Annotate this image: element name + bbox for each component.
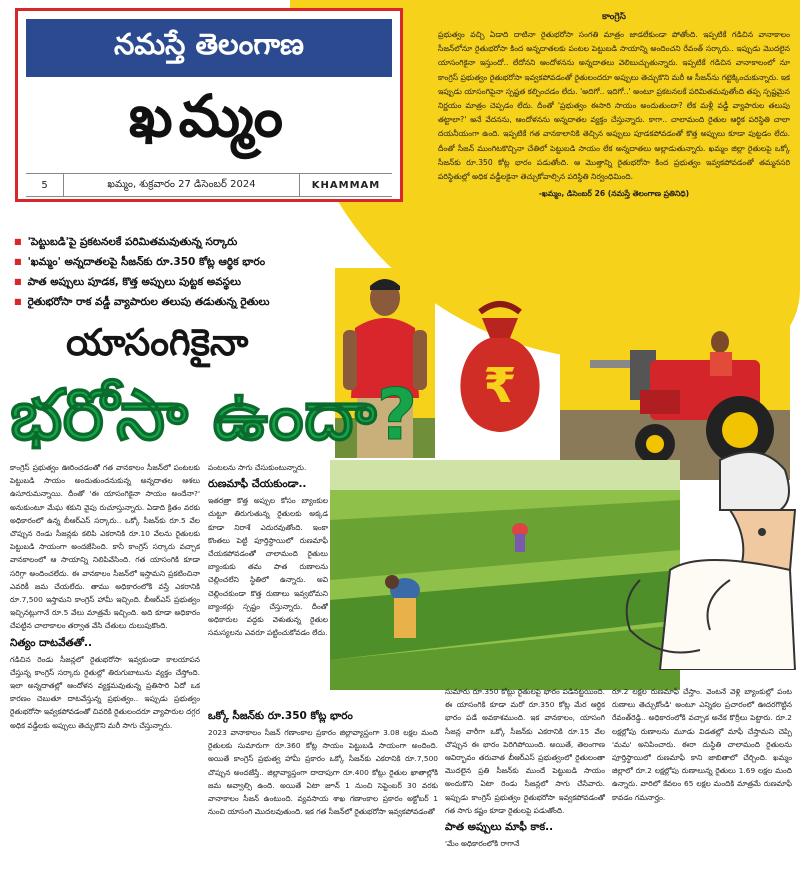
article-paragraph: 'మేం అధికారంలోకి రాగానే <box>445 839 520 849</box>
article-subhead: ఒక్కో సీజన్‌కు రూ.350 కోట్ల భారం <box>208 710 353 722</box>
article-column-2 <box>208 461 328 691</box>
highlight-item: ■ 'ఖమ్మం' అన్నదాతలపై సీజన్‌కు రూ.350 కోట్ల ఆర్థిక భారం <box>14 252 344 272</box>
article-paragraph: కాంగ్రెస్ ప్రభుత్వం ఊరించడంతో గత వానకాలం సీజన్‌లో పంటలకు పెట్టుబడి సాయం అందుతుందనుకున్న అన్నదాతల ఆశలు ఉసూరుమన్నాయి. దీంతో 'ఈ యాసంగికైనా సాయం అందేనా?' అనుకుంటూ మేఘ శకుని వైపు రుచూస్తున్నారు. ఏడాది క్రితం వరకు అధికారంలో ఉన్న బీఆర్‌ఎస్ సర్కారు.. ఒక్కో సీజన్‌కు రూ.5 వేల చొప్పున రెండు సీజన్లకు కలిపి ఎకరానికి రూ.10 వేలను రైతులకు పెట్టుబడి సాయంగా అందజేసింది. కానీ కాంగ్రెస్ సర్కారు వచ్చాక వానకాలంలో ఆ సాయాన్ని నిలిపివేసింది. గత యాసంగికి కూడా సరిగ్గా అందించలేదు. ఈ వానకాలం సీజన్‌లో ఇస్తామని ప్రకటించినా ఎవరికీ జమ చేయలేదు. తాము అధికారంలోకి వస్తే ఎకరానికి రూ.7,500 ఇస్తామని కాంగ్రెస్ హామీ ఇచ్చింది. బీఆర్‌ఎస్ ప్రభుత్వం ఇచ్చినట్లుగానే రూ.5 వేలు మాత్రమే ఇచ్చింది. అది కూడా అధికారం చేపట్టిన చాలాకాలం తర్వాత వేసి చేతులు దులుపుకొంది. <box>10 463 200 631</box>
article-column-4 <box>445 685 605 869</box>
highlight-item: ■ పాత అప్పులు పూడక, కొత్త అప్పులు పుట్టక అవస్థలు <box>14 272 344 292</box>
dateline-bar <box>26 173 392 197</box>
highlight-item: ■ 'పెట్టుబడి'పై ప్రకటనలకే పరిమితమవుతున్న సర్కారు <box>14 232 344 252</box>
yellow-story-body: ప్రభుత్వం వచ్చి ఏడాది దాటినా రైతుభరోసా సంగతి మాత్రం జాడలేకుండా పోతోంది. ఇప్పటికే గడిచిన వానాకాలం సీజన్‌లోనూ రైతుభరోసా కింద అన్నదాతలకు పంటల పెట్టుబడి సాయాన్ని అందించని రేవంత్ సర్కారు.. ఇప్పుడు మొదలైన యాసంగికైనా ఇస్తుందో.. లేదోనని ఆందోళనను అన్నదాతలు వెలిబుచ్చుతున్నారు. ఇప్పటికే గడిచిన వానాకాలంలో నూ కాంగ్రెస్ ప్రభుత్వం రైతుభరోసా ఇవ్వకపోవడంతో రైతులందరూ అప్పులు తెచ్చుకొని మరీ ఆ సీజన్‌ను గట్టెక్కించుకున్నారు. ఇక ఇప్పుడు యాసంగిపైనా స్పష్టత కల్పించడం లేదు. 'అదిగో.. ఇదిగో..' అంటూ ప్రకటనలకే పరిమితమవుతోంది తప్ప స్పష్టమైన నిర్ణయం మాత్రం చెప్పడం లేదు. దీంతో 'ప్రభుత్వం ఈసారి సాయం అందుతుందా? లేక మళ్లీ వడ్డీ వ్యాపారుల తలుపు తట్టాలా?' అనే వేదనను, ఆందోళనను అన్నదాతల వ్యక్తం చేస్తున్నారు. కాగా.. చాలామంది రైతుల ఆర్థిక పరిస్థితి చాలా దయనీయంగా ఉంది. ఇప్పటికే గత వానకాలానికి తెచ్చిన అప్పులు పూడకపోవడంతో కొత్త అప్పులు కూడా పుట్టడం లేదు. దీంతో సీజన్ ముంగిటకొచ్చినా చేతిలో పెట్టుబడి సాయం లేక అన్నదాతలు అల్లాడుతున్నారు. ఖమ్మం జిల్లా రైతులపై ఒక్కో సీజన్‌కు రూ.350 కోట్ల భారం పడుతోంది. ఆ మొత్తాన్ని రైతుభరోసా కింద ప్రభుత్వం ఇవ్వకపోవడంతో తమ్మనసరి పరిస్థితుల్లో అధిక వడ్డీలకైనా తెచ్చుకోవాల్సిన పరిస్థితి నిర్వంధిమింది. <box>438 30 790 182</box>
article-column-1 <box>10 461 200 869</box>
yellow-story-signature: -ఖమ్మం, డిసెంబర్ 26 (నమస్తే తెలంగాణ ప్రతినిధి) <box>538 189 690 199</box>
headline-title: భరోసా ఉందా? <box>10 374 418 456</box>
article-paragraph: ఇతరత్రా కొత్త అప్పుల కోసం బ్యాంకుల చుట్టూ తిరుగుతున్న రైతులకు అక్కడ కూడా నిరాశే ఎదురవుతోంది. ఇంకా కొంతలు పెట్టి పూర్తిస్థాయిలో రుణమాఫీ చేయకపోవడంతో చాలామంది రైతులు బ్యాంకుకు తమ పాత రుణాలను చెల్లించలేని స్థితిలో ఉన్నారు. అవి చెల్లించకుండా కొత్త రుణాలు ఇవ్వబోమని బ్యాంకర్లు స్పష్టం చేస్తున్నారు. దీంతో అధికారుల వద్దకు వెళుతున్న రైతుల సమస్యలను ఎవరూ పట్టించుకోవడం లేదు. <box>208 496 328 638</box>
edition-place: KHAMMAM <box>311 179 381 191</box>
paper-name: నమస్తే తెలంగాణ <box>26 19 392 77</box>
yellow-story-text <box>438 12 790 322</box>
article-paragraph: పంటలను సాగు చేసుకుంటున్నారు. <box>208 463 307 472</box>
article-paragraph: సుమారు రూ.350 కోట్లు రైతులపై భారం పడినట్టయింది. ఈ యాసంగికి కూడా మరో రూ.350 కోట్ల మేర ఆర్థిక భారం పడే అవకాశముంది. ఇక వానకాలం, యాసంగి సీజన్ల వారీగా ఒక్కో సీజన్‌కు ఎకరానికి రూ.15 వేల చొప్పున ఈ భారం పెరిగిపోయింది. అయితే, తెలంగాణ ఆవిర్భావం తరువాత బీఆర్‌ఎస్ ప్రభుత్వంలో రైతులంతా మొదలైన ప్రతి సీజన్‌కు ముందే పెట్టుబడి సాయం అందుకొని ఏటా రెండు సీజన్లలో సాగు చేసేవారు. ఇప్పుడు కాంగ్రెస్ ప్రభుత్వం రైతుభరోసా ఇవ్వకపోవడంతో గత సాగు కష్టం కూడా రైతులపై పడుతోంది. <box>445 687 605 815</box>
article-paragraph: రూ.2 లక్షల రుణమాఫీ చేస్తాం. వెంటనే వెళ్లి బ్యాంకుల్లో పంట రుణాలు తెచ్చుకోండి' అంటూ ఎన్నికల ప్రచారంలో ఊదరగొట్టిన రేవంత్‌రెడ్డి.. అధికారంలోకి వచ్చాక అనేక కొర్రీలు పెట్టారు. రూ.2 లక్షల్లోపు రుణాలను మూడు విడతల్లో మాఫీ చేస్తామని చెప్పి 'మమ' అనిపించారు. ఈరా దుస్థితి చాలామంది రైతులను పూర్తిస్థాయిలో రుణమాఫీ కాని జాబితాలో చేర్చింది. ఖమ్మం జిల్లాలో రూ.2 లక్షల్లోపు రుణాలున్న రైతులు 1.69 లక్షల మంది ఉన్నారు. వారిలో కేవలం 65 లక్షల మందికి మాత్రమే రుణమాఫీ కావడం గమనార్హం. <box>612 687 792 802</box>
highlights-list <box>14 232 344 312</box>
article-subhead: పాత అప్పులు మాఫీ కాక.. <box>445 821 554 834</box>
article-subhead: నిత్యం దాటవేతతో.. <box>10 636 92 649</box>
headline-kicker: యాసంగికైనా <box>66 321 249 364</box>
page-number: 5 <box>26 174 64 196</box>
yellow-story-heading: కాంగ్రెస్ <box>602 12 626 22</box>
dateline: ఖమ్మం, శుక్రవారం 27 డిసెంబర్ 2024 <box>64 174 300 196</box>
article-paragraph: గడిచిన రెండు సీజన్లలో రైతుభరోసా ఇవ్వకుండా కాలయాపన చేస్తున్న కాంగ్రెస్ సర్కారు రైతుల్లో తిరుగుబాటును వ్యక్తం చేస్తోంది. ఇలా అన్నదాతల్లో ఆందోళన వ్యక్తమవుతున్న ప్రతిసారి ఏదో ఒక కారణం చెబుతూ దాటవేస్తున్న ప్రభుత్వం.. ఇప్పుడు ప్రభుత్వం రైతుభరోసా ఇవ్వకపోవడంతో చివరికి రైతులందరూ వ్యాపారుల దగ్గర అధిక వడ్డీలకు అప్పులు తెచ్చుకొని మరీ సాగు చేస్తున్నారు. <box>10 654 200 730</box>
article-column-5 <box>612 685 792 869</box>
article-subhead: రుణమాఫీ చేయకుండా.. <box>208 478 307 491</box>
highlight-item: ■ రైతుభరోసా రాక వడ్డీ వ్యాపారుల తలుపు తడుతున్న రైతులు <box>14 292 344 312</box>
article-column-3 <box>208 706 438 869</box>
farmer-cartoon <box>600 420 800 670</box>
svg-text:₹: ₹ <box>483 358 517 414</box>
edition-city: ఖమ్మం <box>128 82 290 150</box>
masthead <box>15 8 403 202</box>
article-paragraph: 2023 వానాకాలం సీజన్ గణాంకాల ప్రకారం జిల్లావ్యాప్తంగా 3.08 లక్షల మంది రైతులకు సుమారుగా రూ.360 కోట్ల సాయం పెట్టుబడి సాయంగా అందింది. అయితే కాంగ్రెస్ ప్రభుత్వ హామీ ప్రకారం ఒక్కో సీజన్‌కు ఎకరానికి రూ.7,500 చొప్పున అందజేస్తే.. జిల్లావ్యాప్తంగా దాదాపుగా రూ.400 కోట్లు రైతుల ఖాతాల్లోకి జమ అవ్వాల్సి ఉంది. అయితే ఏటా జూన్ 1 నుంచి సెప్టెంబర్ 30 వరకు వానాకాలం సీజన్ ఉంటుంది. వ్యవసాయ శాఖ గణాంకాల ప్రకారం అక్టోబర్ 1 నుంచి యాసంగి మొదలవుతుంది. ఇక గత సీజన్‌లో రైతుభరోసా ఇవ్వకపోవడంతో <box>208 728 438 817</box>
